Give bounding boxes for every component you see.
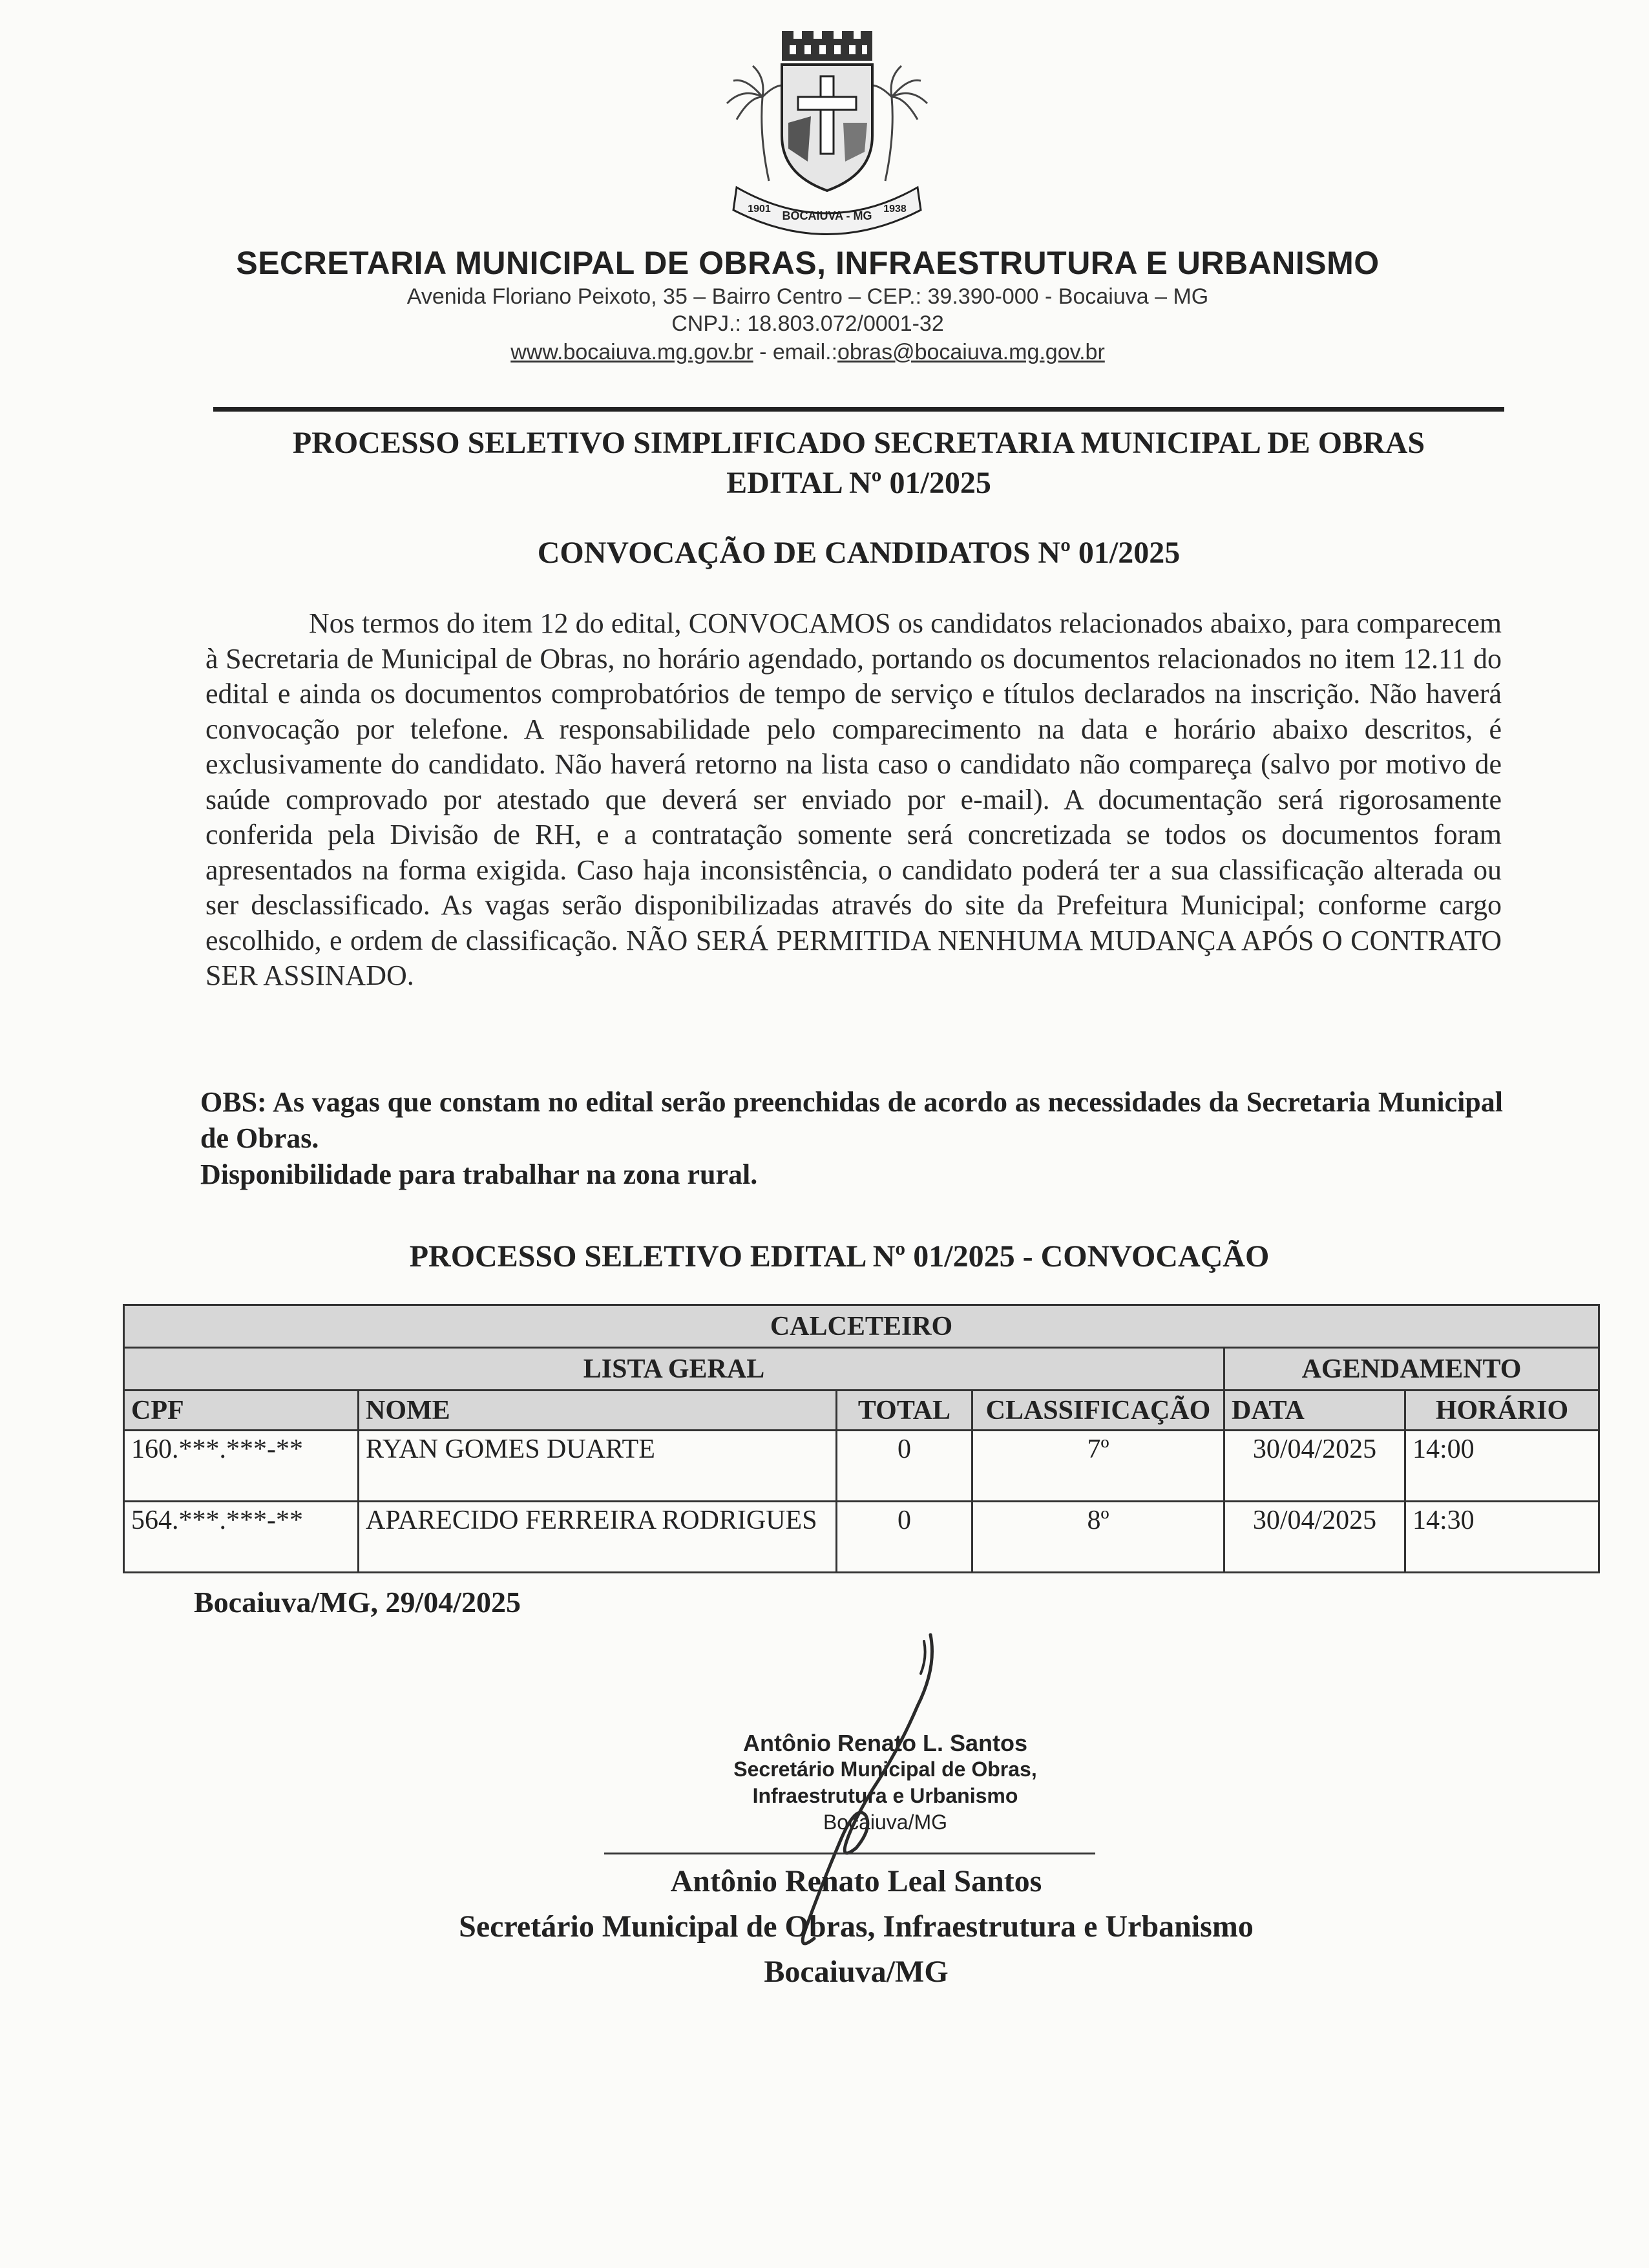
header-divider [213,407,1504,412]
letterhead-cnpj: CNPJ.: 18.803.072/0001-32 [671,311,944,336]
table-row [124,1431,1599,1502]
municipal-coat-of-arms [698,26,956,246]
column-header-total: TOTAL [837,1391,972,1431]
availability-note: Disponibilidade para trabalhar na zona rural. [200,1159,758,1190]
time-cell: 14:00 [1405,1431,1599,1502]
table-row [124,1502,1599,1573]
total-cell: 0 [837,1502,972,1573]
process-title [213,423,1504,503]
crest-ribbon-text: BOCAIUVA - MG [782,209,872,222]
column-header-time: HORÁRIO [1405,1391,1599,1431]
stamp-name: Antônio Renato L. Santos [743,1730,1027,1756]
convocation-title: CONVOCAÇÃO DE CANDIDATOS Nº 01/2025 [537,536,1181,570]
stamp-role-line1: Secretário Municipal de Obras, [733,1758,1037,1781]
cpf-cell: 160.***.***-** [124,1431,359,1502]
schedule-header: AGENDAMENTO [1224,1348,1599,1391]
signatory-role: Secretário Municipal de Obras, Infraestrutura e Urbanismo [459,1909,1254,1944]
table-header-row [124,1391,1599,1431]
column-header-date: DATA [1224,1391,1405,1431]
stamp-role-line2: Infraestrutura e Urbanismo [752,1784,1018,1807]
column-header-name: NOME [359,1391,837,1431]
rank-cell: 7º [972,1431,1224,1502]
crest-year-right: 1938 [883,204,907,215]
signatory-name: Antônio Renato Leal Santos [670,1864,1042,1898]
time-cell: 14:30 [1405,1502,1599,1573]
letterhead-contact [194,340,1422,365]
crest-year-left: 1901 [748,204,771,215]
table-title: PROCESSO SELETIVO EDITAL Nº 01/2025 - CONVOCAÇÃO [409,1239,1270,1274]
stamp-city: Bocaiuva/MG [823,1811,948,1834]
rank-cell: 8º [972,1502,1224,1573]
date-place: Bocaiuva/MG, 29/04/2025 [194,1586,521,1619]
website-link[interactable]: www.bocaiuva.mg.gov.br [510,340,753,364]
position-header: CALCETEIRO [124,1305,1599,1348]
body-paragraph: Nos termos do item 12 do edital, CONVOCAMOS os candidatos relacionados abaixo, para comparecem à Secretaria de Municipal de Obras, no horário agendado, portando os documentos relacionados no item 12.11 do edital e ainda os documentos comprobatórios de tempo de serviço e títulos declarados na inscrição. Não haverá convocação por telefone. A responsabilidade pelo comparecimento na data e horário abaixo descritos, é exclusivamente do candidato. Não haverá retorno na lista caso o candidato não compareça (salvo por motivo de saúde comprovado por atestado que deverá ser enviado por e-mail). A documentação será rigorosamente conferida pela Divisão de RH, e a contratação somente será concretizada se todos os documentos foram apresentados na forma exigida. Caso haja inconsistência, o candidato poderá ter a sua classificação alterada ou ser desclassificado. As vagas serão disponibilizadas através do site da Prefeitura Municipal; conforme cargo escolhido, e ordem de classificação. NÃO SERÁ PERMITIDA NENHUMA MUDANÇA APÓS O CONTRATO SER ASSINADO. [205,607,1502,991]
letterhead-title: SECRETARIA MUNICIPAL DE OBRAS, INFRAESTRUTURA E URBANISMO [236,245,1380,281]
table-row [124,1348,1599,1391]
contact-separator: - email.: [753,340,838,364]
signatory-city: Bocaiuva/MG [764,1955,949,1989]
general-list-header: LISTA GERAL [124,1348,1224,1391]
convocation-table [123,1304,1600,1573]
name-cell: RYAN GOMES DUARTE [359,1431,837,1502]
letterhead-address: Avenida Floriano Peixoto, 35 – Bairro Centro – CEP.: 39.390-000 - Bocaiuva – MG [406,284,1209,309]
table-row [124,1305,1599,1348]
process-title-line2: EDITAL Nº 01/2025 [726,466,991,500]
column-header-rank: CLASSIFICAÇÃO [972,1391,1224,1431]
obs-note: OBS: As vagas que constam no edital serão preenchidas de acordo as necessidades da Secretaria Municipal de Obras. [200,1086,1503,1154]
email-link[interactable]: obras@bocaiuva.mg.gov.br [837,340,1105,364]
column-header-cpf: CPF [124,1391,359,1431]
date-cell: 30/04/2025 [1224,1502,1405,1573]
date-cell: 30/04/2025 [1224,1431,1405,1502]
cpf-cell: 564.***.***-** [124,1502,359,1573]
signature-line [604,1853,1095,1854]
name-cell: APARECIDO FERREIRA RODRIGUES [359,1502,837,1573]
process-title-line1: PROCESSO SELETIVO SIMPLIFICADO SECRETARIA MUNICIPAL DE OBRAS [292,426,1425,460]
signatory-block [323,1859,1389,1995]
total-cell: 0 [837,1431,972,1502]
